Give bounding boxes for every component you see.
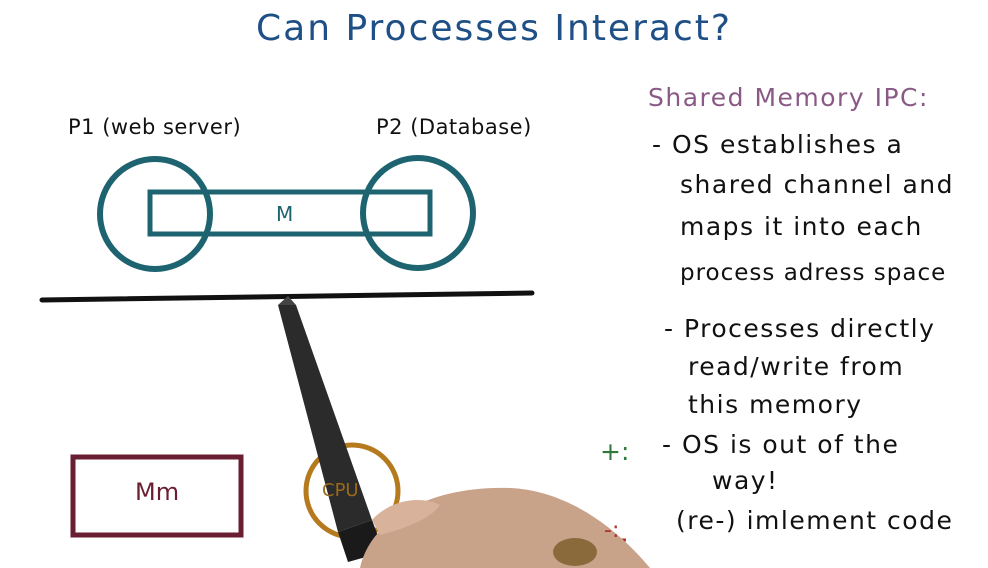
note-line: read/write from (688, 352, 905, 381)
shared-memory-label: M (276, 202, 294, 226)
note-line: (re-) imlement code (676, 506, 954, 535)
note-line: process adress space (680, 260, 947, 286)
cpu-label: CPU (322, 480, 359, 501)
note-line: shared channel and (680, 170, 955, 199)
note-line: - OS is out of the (662, 430, 900, 459)
pro-marker: +: (600, 437, 630, 466)
note-line: way! (712, 466, 779, 495)
p2-label: P2 (Database) (376, 115, 532, 139)
note-line: - OS establishes a (652, 130, 904, 159)
note-line: maps it into each (680, 212, 923, 241)
p1-circle (100, 159, 210, 269)
main-memory-label: Mm (135, 478, 180, 506)
pen-illustration (278, 296, 384, 562)
p1-label: P1 (web server) (68, 115, 242, 139)
con-marker: -: (604, 518, 620, 543)
page-title: Can Processes Interact? (256, 8, 732, 49)
shared-memory-heading: Shared Memory IPC: (648, 83, 929, 112)
note-line: - Processes directly (664, 314, 936, 343)
p2-circle (363, 158, 473, 268)
note-line: this memory (688, 390, 863, 419)
